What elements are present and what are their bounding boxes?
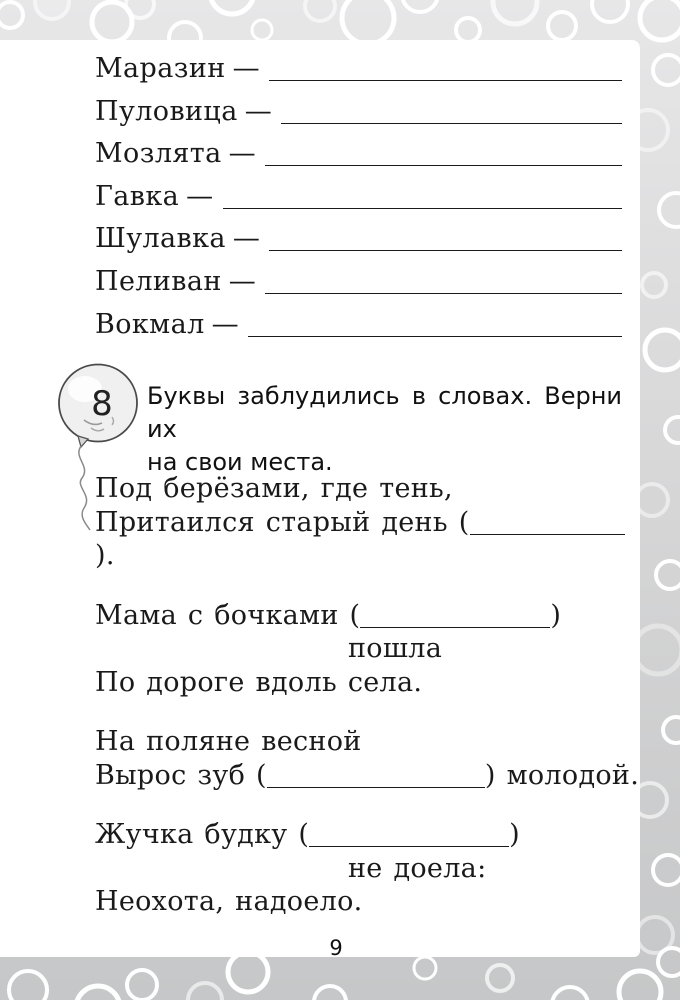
answer-line [281,123,622,124]
page-number: 9 [329,936,343,960]
poem-line: Вырос зуб ( ) молодой. [95,759,640,791]
task-instruction [147,380,622,479]
scrambled-word: Мозлята [95,138,222,170]
poem-line: пошла [348,633,443,664]
answer-line [269,250,622,251]
instruction-line: на свои места. [147,448,333,476]
stanza [95,725,640,792]
poem-line: Жучка будку ( ) [95,819,521,850]
scrambled-word: Шулавка [95,223,226,255]
answer-blank [309,846,509,847]
answer-line [269,80,622,81]
scrambled-word: Пуловица [95,95,238,127]
poem-line: По дороге вдоль села. [95,666,423,698]
em-dash: — [186,180,214,212]
instruction-line: Буквы заблудились в словах. Верни их [147,382,622,443]
em-dash: — [232,53,261,84]
scrambled-word: Маразин [95,53,226,84]
poem-line: Мама с бочками ( ) [95,599,562,631]
word-row [95,266,622,309]
stanza [95,818,640,919]
word-row [95,53,622,96]
scrambled-word: Гавка [95,180,180,212]
scrambled-word: Вокмал [95,308,205,340]
poem-line: не доела: [348,852,487,884]
poem-line: Неохота, надоело. [95,886,363,917]
word-list [95,53,622,351]
answer-line [223,208,622,209]
word-row [95,181,622,224]
stanza [95,472,640,573]
em-dash: — [244,95,273,127]
word-row [95,96,622,139]
stanza [95,599,640,700]
word-row [95,138,622,181]
poem-line: На поляне весной [95,726,362,757]
em-dash: — [232,223,261,255]
answer-line [248,336,622,337]
answer-line [265,293,622,294]
em-dash: — [228,138,257,170]
answer-line [265,165,622,166]
word-row [95,309,622,352]
word-row [95,223,622,266]
scrambled-word: Пеливан [95,265,222,297]
worksheet-page [0,40,640,960]
task-number: 8 [91,384,113,424]
answer-blank [470,534,625,535]
poem [95,472,640,919]
answer-blank [360,627,550,628]
answer-blank [267,787,485,788]
poem-line: Притаился старый день (). [95,506,640,573]
poem-line: Под берёзами, где тень, [95,473,453,504]
em-dash: — [228,265,257,297]
em-dash: — [211,308,240,340]
